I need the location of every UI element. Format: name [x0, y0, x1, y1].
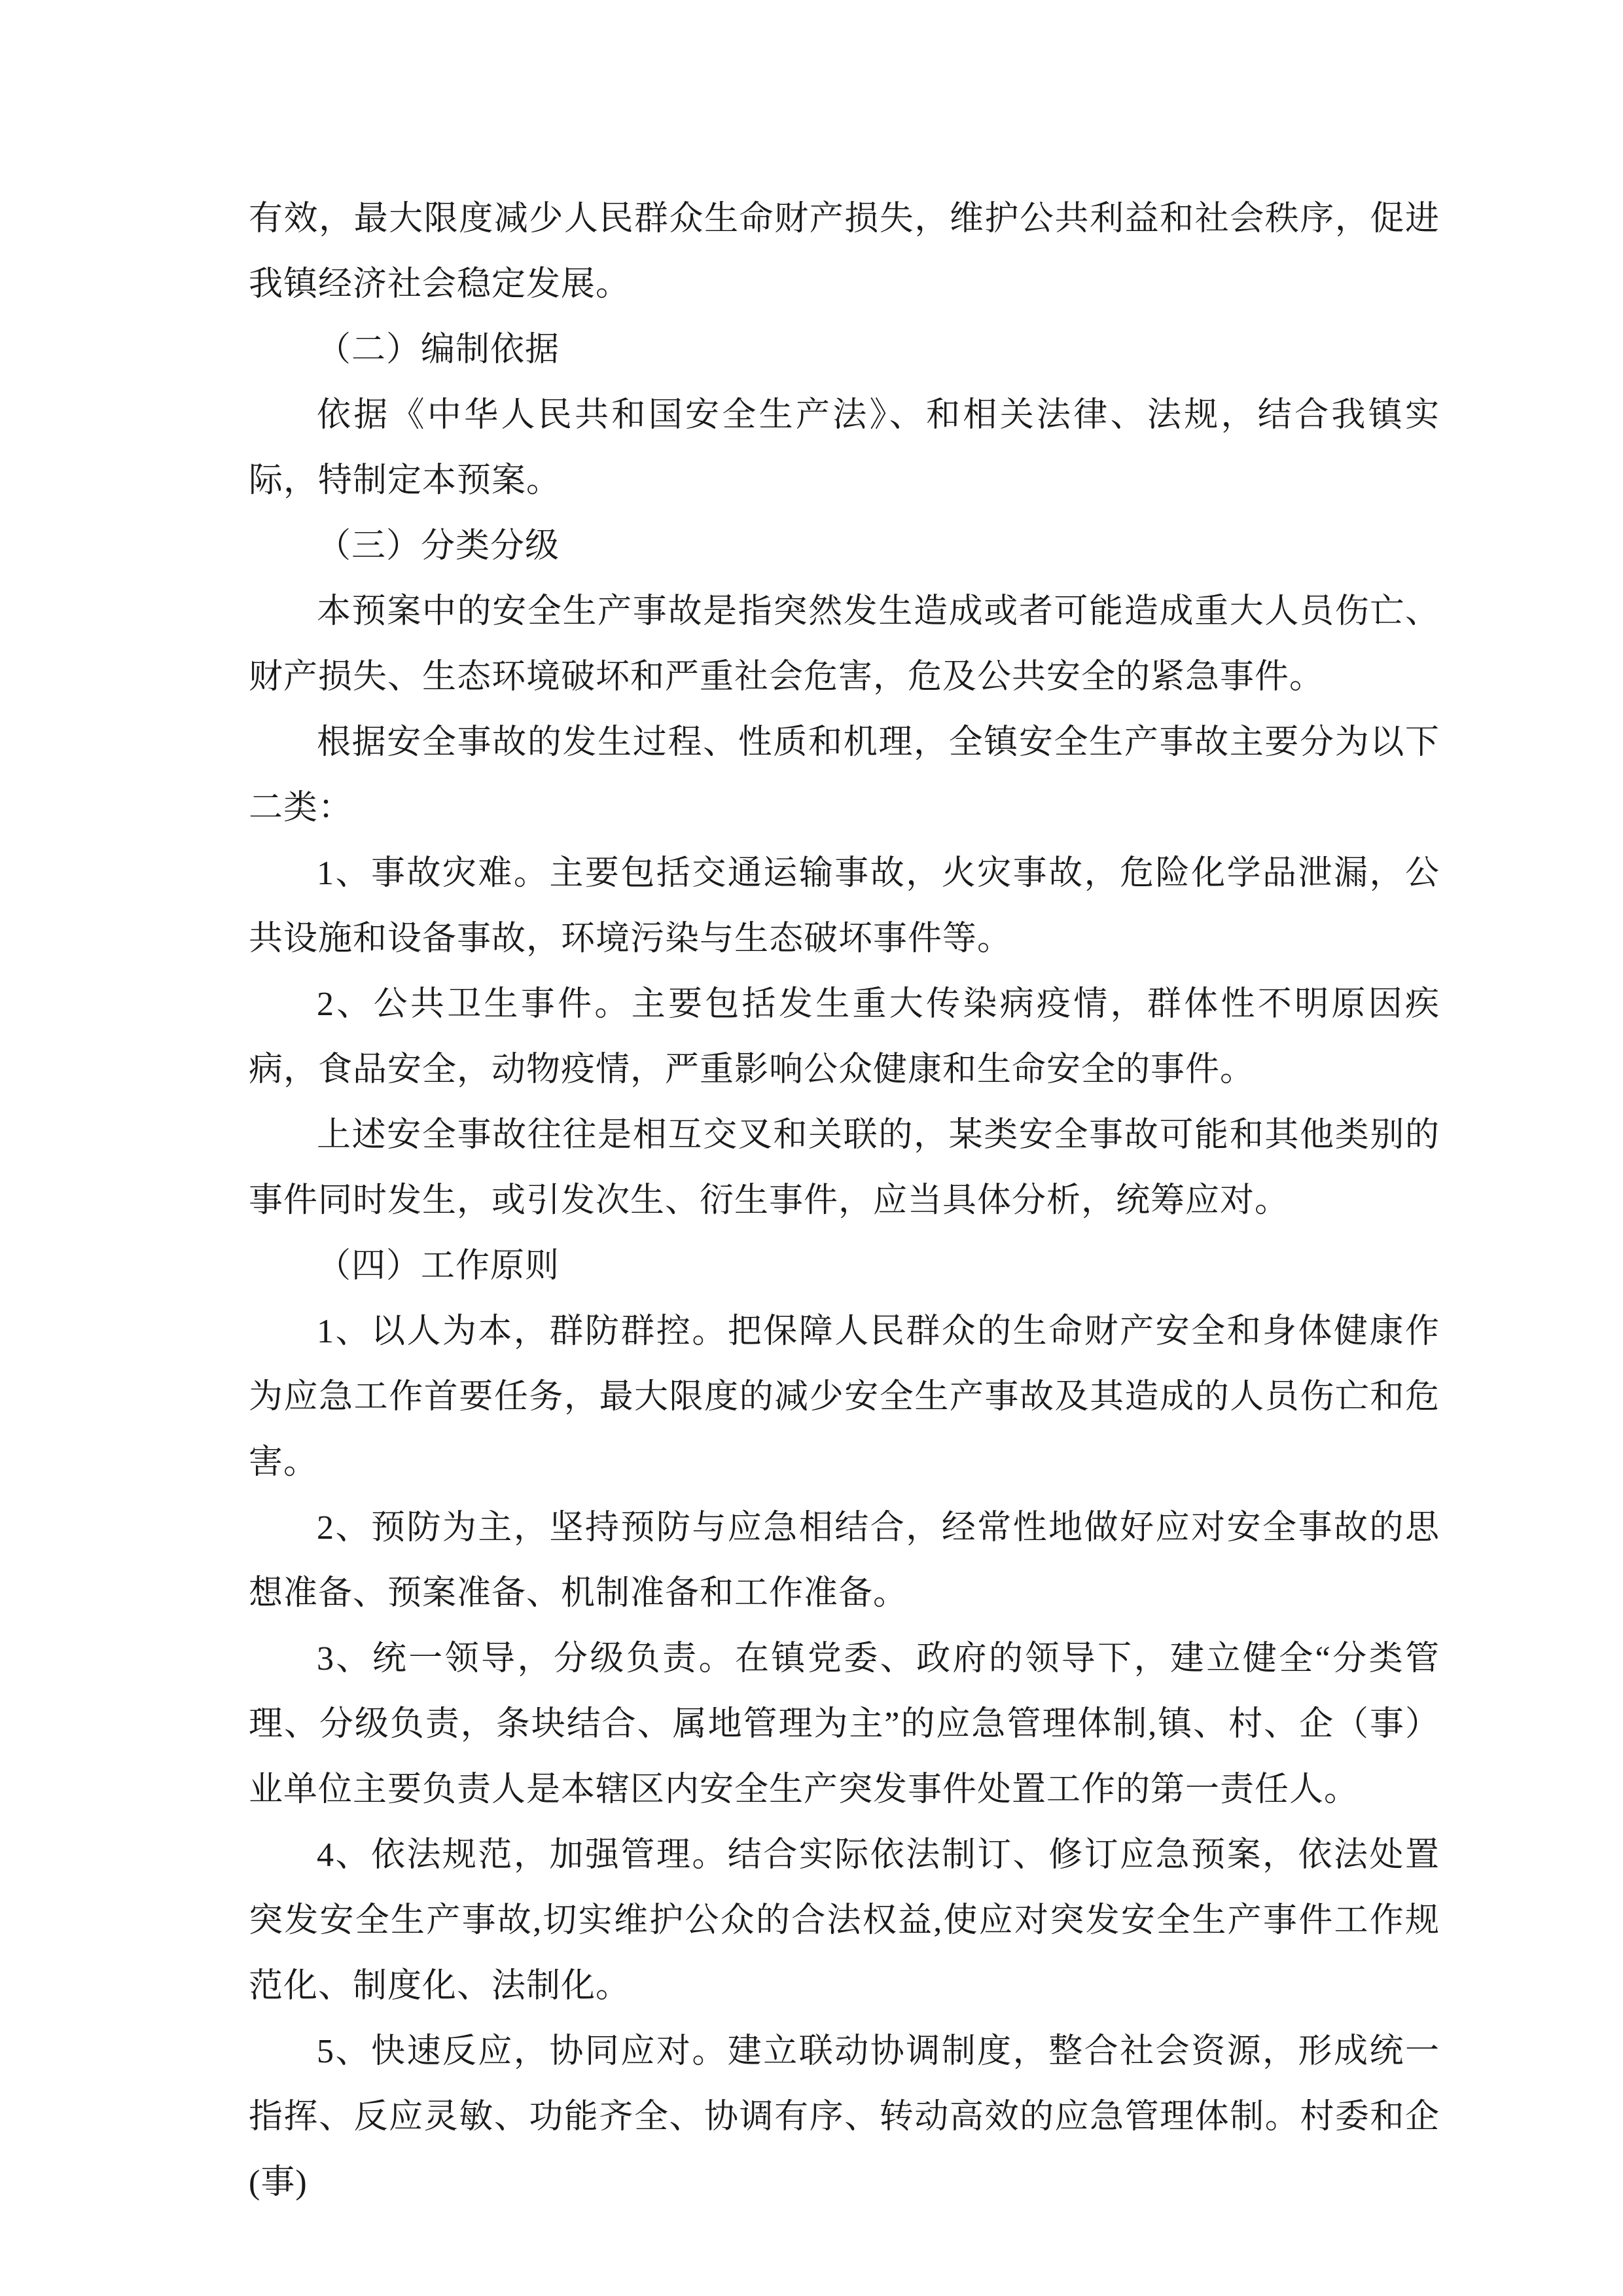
continuation-paragraph: 有效，最大限度减少人民群众生命财产损失，维护公共利益和社会秩序，促进我镇经济社会稳定发展。 [249, 200, 1440, 303]
list-item-paragraph: 2、预防为主，坚持预防与应急相结合，经常性地做好应对安全事故的思想准备、预案准备、机制准备和工作准备。 [249, 1509, 1440, 1612]
list-item-paragraph: 1、事故灾难。主要包括交通运输事故，火灾事故，危险化学品泄漏，公共设施和设备事故，环境污染与生态破坏事件等。 [249, 855, 1440, 958]
section-heading-2: （二）编制依据 [317, 331, 560, 368]
list-item-paragraph: 5、快速反应，协同应对。建立联动协调制度，整合社会资源，形成统一指挥、反应灵敏、功能齐全、协调有序、转动高效的应急管理体制。村委和企(事) [249, 2033, 1440, 2201]
list-item-paragraph: 1、以人为本，群防群控。把保障人民群众的生命财产安全和身体健康作为应急工作首要任务，最大限度的减少安全生产事故及其造成的人员伤亡和危害。 [249, 1313, 1440, 1481]
body-paragraph: 依据《中华人民共和国安全生产法》、和相关法律、法规，结合我镇实际，特制定本预案。 [249, 397, 1440, 499]
list-item-paragraph: 4、依法规范，加强管理。结合实际依法制订、修订应急预案，依法处置突发安全生产事故,切实维护公众的合法权益,使应对突发安全生产事件工作规范化、制度化、法制化。 [249, 1837, 1440, 2005]
body-paragraph: 上述安全事故往往是相互交叉和关联的，某类安全事故可能和其他类别的事件同时发生，或引发次生、衍生事件，应当具体分析，统筹应对。 [249, 1117, 1440, 1219]
list-item-paragraph: 2、公共卫生事件。主要包括发生重大传染病疫情，群体性不明原因疾病，食品安全，动物疫情，严重影响公众健康和生命安全的事件。 [249, 986, 1440, 1088]
list-item-paragraph: 3、统一领导，分级负责。在镇党委、政府的领导下，建立健全“分类管理、分级负责，条块结合、属地管理为主”的应急管理体制,镇、村、企（事）业单位主要负责人是本辖区内安全生产突发事件处置工作的第一责任人。 [249, 1640, 1440, 1808]
section-heading-4: （四）工作原则 [317, 1247, 560, 1285]
document-body [249, 187, 1440, 2215]
section-heading-3: （三）分类分级 [317, 528, 560, 565]
body-paragraph: 本预案中的安全生产事故是指突然发生造成或者可能造成重大人员伤亡、财产损失、生态环境破坏和严重社会危害，危及公共安全的紧急事件。 [249, 593, 1440, 696]
body-paragraph: 根据安全事故的发生过程、性质和机理，全镇安全生产事故主要分为以下二类： [249, 724, 1440, 827]
